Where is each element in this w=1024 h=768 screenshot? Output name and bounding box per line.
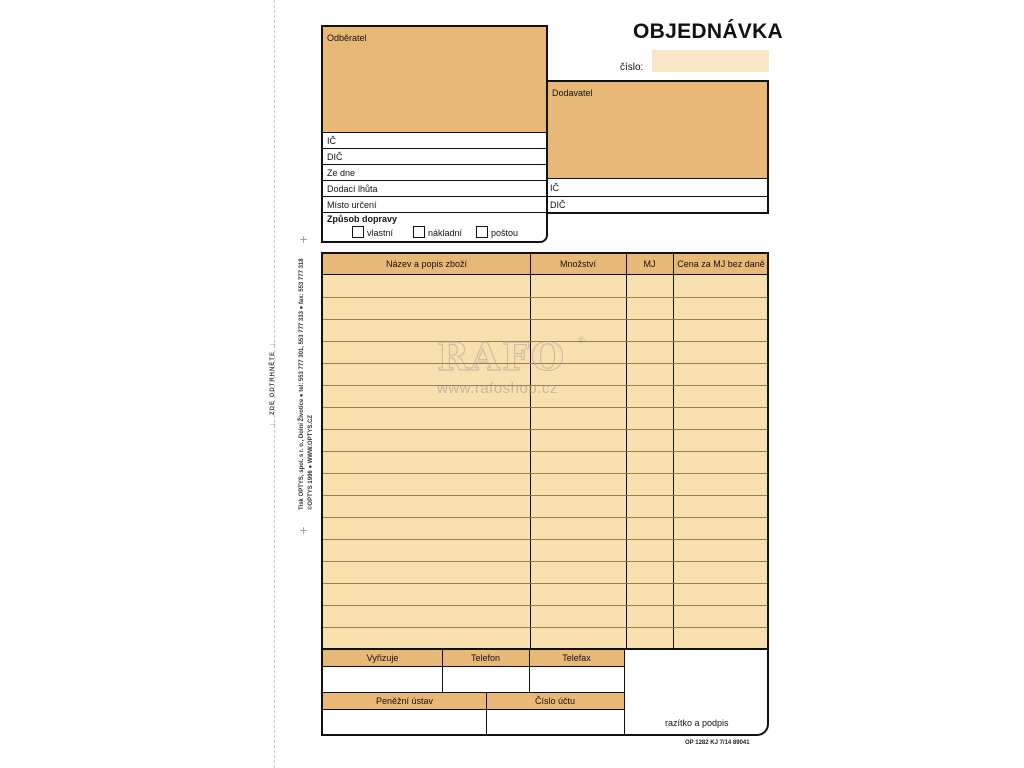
delivery-term-label: Dodací lhůta — [327, 184, 378, 194]
watermark-url: www.rafoshop.cz — [437, 380, 558, 397]
tear-arrow-bottom-icon: → — [268, 418, 277, 428]
transport-freight-checkbox[interactable] — [413, 226, 425, 238]
supplier-label: Dodavatel — [552, 88, 593, 98]
handler-header: Vyřizuje — [323, 650, 442, 667]
phone-header: Telefon — [442, 650, 529, 667]
customer-box — [321, 25, 548, 243]
customer-dic-label: DIČ — [327, 152, 343, 162]
table-row-line — [323, 539, 767, 540]
stamp-divider — [624, 650, 625, 736]
order-number-field[interactable] — [652, 50, 769, 72]
cell-divider — [442, 650, 443, 693]
supplier-ic-label: IČ — [550, 183, 559, 193]
watermark-registered-mark: ® — [578, 335, 585, 345]
order-number-label: číslo: — [620, 62, 644, 73]
fax-header: Telefax — [529, 650, 624, 667]
bottom-section — [321, 648, 769, 736]
stamp-signature-label: razítko a podpis — [665, 718, 729, 728]
col-header-name: Název a popis zboží — [323, 254, 530, 275]
cut-mark-top: + — [299, 233, 309, 246]
form-code: OP 1282 KJ 7/14 89041 — [685, 740, 750, 746]
cut-mark-bottom: + — [299, 524, 309, 537]
table-row-line — [323, 407, 767, 408]
table-row-line — [323, 451, 767, 452]
transport-freight-label: nákladní — [428, 228, 463, 238]
watermark-logo: RAFO — [437, 334, 567, 379]
destination-row[interactable] — [323, 197, 546, 213]
table-row-line — [323, 495, 767, 496]
supplier-dic-row[interactable] — [548, 196, 767, 214]
table-row-line — [323, 319, 767, 320]
customer-label: Odběratel — [327, 33, 367, 43]
table-row-line — [323, 517, 767, 518]
col-header-unit: MJ — [626, 254, 673, 275]
destination-label: Místo určení — [327, 200, 377, 210]
table-row-line — [323, 473, 767, 474]
items-table — [321, 252, 769, 650]
table-row-line — [323, 583, 767, 584]
supplier-dic-label: DIČ — [550, 200, 566, 210]
table-row-line — [323, 561, 767, 562]
transport-own-label: vlastní — [367, 228, 394, 238]
bank-header: Peněžní ústav — [323, 693, 486, 710]
table-row-line — [323, 605, 767, 606]
tear-arrow-top-icon: → — [268, 338, 277, 348]
customer-address-field[interactable] — [323, 27, 546, 133]
transport-label: Způsob dopravy — [327, 214, 398, 224]
account-header: Číslo účtu — [486, 693, 624, 710]
col-header-unit-price: Cena za MJ bez daně — [673, 254, 769, 275]
col-header-quantity: Množství — [530, 254, 626, 275]
printer-info-line1: Tisk OPTYS, spol. s r. o., Dolní Životice ● tel: 553 777 301, 553 777 333 ● fax: 553 777 318 — [299, 258, 305, 510]
supplier-address-field[interactable] — [548, 82, 767, 179]
date-row[interactable] — [323, 165, 546, 181]
customer-ic-label: IČ — [327, 136, 336, 146]
table-row-line — [323, 627, 767, 628]
cell-divider — [486, 693, 487, 736]
printer-info — [298, 260, 316, 510]
table-row-line — [323, 429, 767, 430]
printer-info-line2: ©OPTYS 1996 ● WWW.OPTYS.CZ — [308, 414, 314, 510]
delivery-term-row[interactable] — [323, 181, 546, 197]
transport-post-checkbox[interactable] — [476, 226, 488, 238]
supplier-ic-row[interactable] — [548, 179, 767, 197]
supplier-box — [546, 80, 769, 214]
date-label: Ze dne — [327, 168, 356, 178]
customer-dic-row[interactable] — [323, 149, 546, 165]
cell-divider — [529, 650, 530, 693]
customer-ic-row[interactable] — [323, 133, 546, 149]
tear-instruction: ZDE ODTRHNĚTE — [270, 351, 276, 415]
table-row-line — [323, 297, 767, 298]
transport-post-label: poštou — [491, 228, 519, 238]
transport-own-checkbox[interactable] — [352, 226, 364, 238]
document-title: OBJEDNÁVKA — [633, 20, 784, 43]
